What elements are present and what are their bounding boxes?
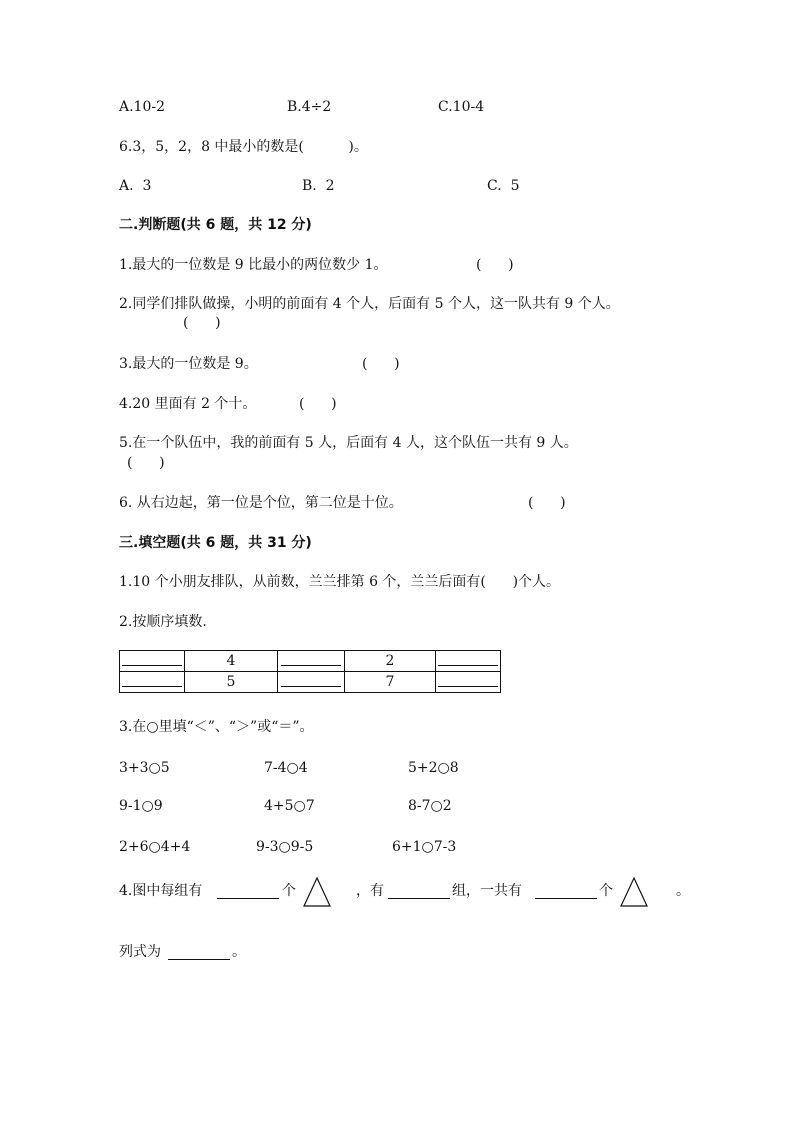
judge-paren-5[interactable]: ( ) — [127, 455, 165, 471]
table-cell: 2 — [345, 651, 436, 672]
table-cell-blank[interactable] — [278, 672, 345, 693]
judge-item-1: 1.最大的一位数是 9 比最小的两位数少 1。 — [119, 257, 388, 273]
fill-q4-part2: 个 — [282, 883, 296, 899]
fill-q4-part4: 组，一共有 — [452, 883, 522, 899]
fill-q1: 1.10 个小朋友排队，从前数，兰兰排第 6 个，兰兰后面有( )个人。 — [119, 574, 561, 590]
fill-q4-part1: 4.图中每组有 — [119, 883, 203, 899]
q6-option-c: C. 5 — [487, 178, 520, 194]
answer-blank[interactable] — [535, 884, 597, 899]
judge-paren-3[interactable]: ( ) — [362, 356, 400, 372]
compare-item[interactable]: 9-3○9-5 — [256, 839, 314, 855]
answer-blank[interactable] — [217, 884, 279, 899]
fill-q2: 2.按顺序填数. — [119, 614, 207, 630]
table-cell: 4 — [185, 651, 278, 672]
answer-blank[interactable] — [388, 884, 450, 899]
table-cell: 7 — [345, 672, 436, 693]
table-row — [120, 672, 501, 693]
compare-item[interactable]: 5+2○8 — [408, 760, 459, 776]
judge-paren-2[interactable]: ( ) — [183, 315, 221, 331]
table-cell-blank[interactable] — [120, 672, 185, 693]
fill-q3: 3.在○里填“＜”、“＞”或“＝”。 — [119, 719, 314, 735]
table-row — [120, 651, 501, 672]
section2-title: 二.判断题(共 6 题，共 12 分) — [119, 217, 312, 233]
fill-q4-part6: 。 — [676, 883, 690, 899]
judge-item-5: 5.在一个队伍中，我的前面有 5 人，后面有 4 人，这个队伍一共有 9 人。 — [119, 435, 578, 451]
judge-paren-4[interactable]: ( ) — [299, 396, 337, 412]
judge-item-4: 4.20 里面有 2 个十。 — [119, 396, 257, 412]
judge-paren-1[interactable]: ( ) — [476, 257, 514, 273]
compare-item[interactable]: 9-1○9 — [119, 798, 163, 814]
compare-item[interactable]: 4+5○7 — [264, 798, 315, 814]
judge-item-6: 6. 从右边起，第一位是个位，第二位是十位。 — [119, 495, 403, 511]
section3-title: 三.填空题(共 6 题，共 31 分) — [119, 535, 312, 551]
sequence-table — [119, 650, 501, 693]
table-cell-blank[interactable] — [278, 651, 345, 672]
triangle-icon — [302, 876, 332, 908]
q6-option-a: A. 3 — [119, 178, 152, 194]
formula-label: 列式为 — [119, 944, 161, 960]
fill-q4-part5: 个 — [599, 883, 613, 899]
formula-end: 。 — [232, 944, 246, 960]
q5-option-a: A.10-2 — [119, 99, 166, 115]
compare-item[interactable]: 6+1○7-3 — [392, 839, 457, 855]
judge-item-3: 3.最大的一位数是 9。 — [119, 356, 258, 372]
compare-item[interactable]: 8-7○2 — [408, 798, 452, 814]
table-cell-blank[interactable] — [436, 651, 501, 672]
table-cell-blank[interactable] — [436, 672, 501, 693]
triangle-icon — [619, 876, 649, 908]
judge-item-2: 2.同学们排队做操，小明的前面有 4 个人，后面有 5 个人，这一队共有 9 个人。 — [119, 296, 620, 312]
q6-option-b: B. 2 — [302, 178, 335, 194]
q6-question: 6.3，5，2，8 中最小的数是( )。 — [119, 139, 368, 155]
compare-item[interactable]: 3+3○5 — [119, 760, 170, 776]
fill-q4-part3: ，有 — [356, 883, 384, 899]
compare-item[interactable]: 2+6○4+4 — [119, 839, 191, 855]
judge-paren-6[interactable]: ( ) — [528, 495, 566, 511]
q5-option-b: B.4÷2 — [287, 99, 332, 115]
q5-option-c: C.10-4 — [438, 99, 485, 115]
compare-item[interactable]: 7-4○4 — [264, 760, 308, 776]
formula-blank[interactable] — [168, 945, 230, 960]
table-cell-blank[interactable] — [120, 651, 185, 672]
table-cell: 5 — [185, 672, 278, 693]
